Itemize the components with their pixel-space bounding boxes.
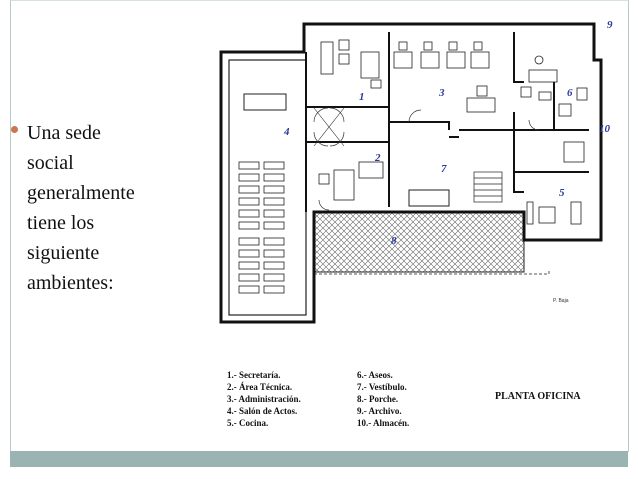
legend-right-5: 10.- Almacén. [357,418,410,428]
room-number-4: 4 [284,126,290,138]
lobby-stairs [474,172,502,202]
assembly-hall [229,60,306,315]
interior-walls [306,32,589,212]
room-number-7: 7 [441,163,447,175]
room-number-3: 3 [439,87,445,99]
legend-left-2: 2.- Área Técnica. [227,382,293,392]
legend-left-4: 4.- Salón de Actos. [227,406,298,416]
room-number-1: 1 [359,91,365,103]
bullet-dot-icon [11,126,18,133]
legend-right-1: 6.- Aseos. [357,370,393,380]
hall-seating [239,162,284,293]
legend-left-1: 1.- Secretaría. [227,370,281,380]
legend-right-2: 7.- Vestíbulo. [357,382,407,392]
room-number-8: 8 [391,235,397,247]
office-floor-plan [209,12,613,450]
lobby-counter [409,190,449,206]
legend-right-3: 8.- Porche. [357,394,399,404]
legend-left-3: 3.- Administración. [227,394,301,404]
room-number-6: 6 [567,87,573,99]
room-number-5: 5 [559,187,565,199]
room-number-2: 2 [375,152,381,164]
room-number-10: 10 [599,123,610,135]
slide-footer-band [10,451,628,467]
legend-left-5: 5.- Cocina. [227,418,269,428]
doors [314,108,539,210]
plan-legend [227,370,409,428]
legend-right-4: 9.- Archivo. [357,406,402,416]
entrance-vestibule [314,108,344,146]
floor-note: P. Baja [553,298,569,304]
porch-area [314,212,524,272]
bullet-text: Una sede social generalmente tiene los siguiente ambientes: [27,122,135,294]
plan-title: PLANTA OFICINA [495,391,581,402]
office-furniture [319,40,584,224]
room-number-9: 9 [607,19,613,31]
hall-stage-table [244,94,286,110]
